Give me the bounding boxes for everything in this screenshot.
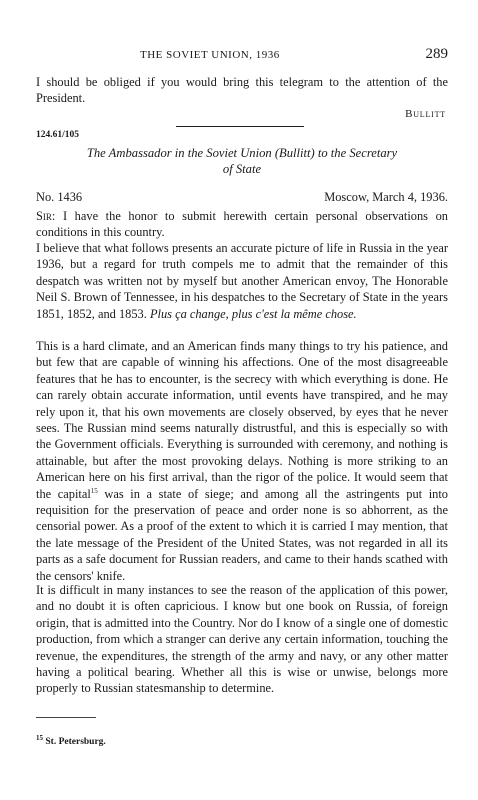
telegram-closing-paragraph: I should be obliged if you would bring this telegram to the attention of the President.	[36, 75, 448, 106]
despatch-title-line2: of State	[222, 162, 262, 176]
paragraph-salutation	[36, 208, 448, 241]
running-head: THE SOVIET UNION, 1936	[140, 49, 280, 61]
salutation: Sir:	[36, 209, 56, 223]
paragraph-2	[36, 240, 448, 322]
place-and-date: Moscow, March 4, 1936.	[324, 190, 448, 204]
footnote	[36, 733, 106, 747]
paragraph-2-text: I believe that what follows presents an accurate picture of life in Russia in the year 1936, but a regard for truth compels me to admit that the remainder of this despatch was written not by myself but another American envoy, The Honorable Neil S. Brown of Tennessee, in his despatches to the Secretary of State in the years 1851, 1852, and 1853.	[36, 241, 448, 321]
french-quote: Plus ça change, plus c'est la même chose.	[149, 306, 357, 321]
despatch-title	[36, 145, 448, 177]
footnote-reference: 15	[90, 486, 98, 495]
despatch-number: No. 1436	[36, 190, 83, 204]
despatch-title-line1: The Ambassador in the Soviet Union (Bullitt) to the Secretary	[86, 146, 398, 160]
footnote-text: St. Petersburg.	[43, 737, 106, 747]
paragraph-1-text: I have the honor to submit herewith certain personal observations on conditions in this country.	[36, 209, 448, 240]
paragraph-3-text-b: was in a state of siege; and among all the astringents put into requisition for the preservation of peace and order none is so abhorrent, as the censorial power. As a proof of the extent to which it is carried I may mention, that the late message of the President of the United States, was not regarded in all its parts as a safe document for Russian readers, and came to their hands scathed with the censors' knife.	[36, 486, 448, 583]
dateline	[36, 190, 448, 205]
footnote-mark: 15	[36, 733, 43, 742]
paragraph-4: It is difficult in many instances to see the reason of the application of this power, and no doubt it is often capricious. I know but one book on Russia, of foreign origin, that is admitted into the Country. Nor do I know of a single one of domestic production, from which a stranger can derive any certain information, touching the revenue, the expenditures, the strength of the army and navy, or any other matter having a political bearing. Whether all this is wise or unwise, belongs more properly to Russian statesmanship to determine.	[36, 583, 448, 696]
signature: Bullitt	[405, 108, 446, 120]
page-number: 289	[425, 46, 448, 62]
footnote-divider	[36, 717, 96, 718]
section-divider	[176, 126, 304, 127]
page-header	[36, 47, 448, 65]
paragraph-3	[36, 338, 448, 584]
paragraph-3-text-a: This is a hard climate, and an American finds many things to try his patience, and but few that are capable of winning his affections. One of the most disagreeable features that he has to encounter, is the secrecy with which everything is done. He can rarely obtain accurate information, until events have transpired, and he may rely upon it, that his own movements are closely observed, by eyes that he never sees. The Russian mind seems naturally distrustful, and this is especially so with the Government officials. Everything is surrounded with ceremony, and nothing is attainable, but after the most provoking delays. Nothing is more striking to an American here on his first arrival, than the rigor of the police. It would seem that the capital	[36, 339, 448, 501]
file-number: 124.61/105	[36, 130, 80, 140]
